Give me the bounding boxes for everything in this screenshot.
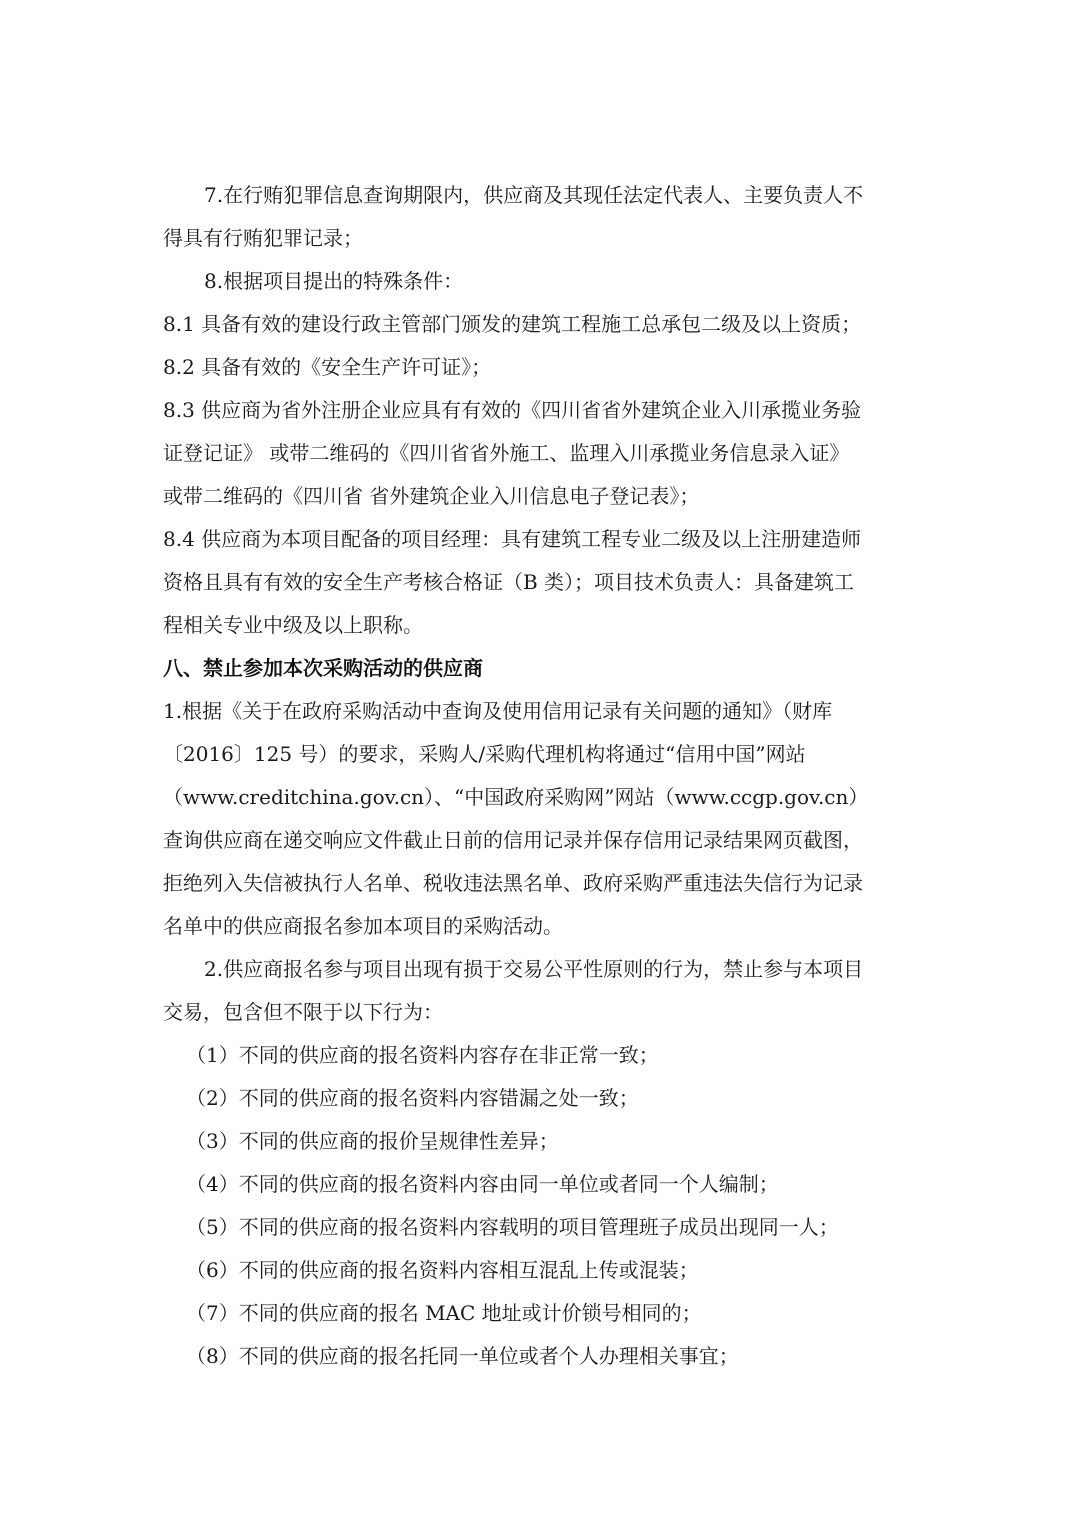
text-line: 名单中的供应商报名参加本项目的采购活动。 xyxy=(163,914,563,938)
text-line: 查询供应商在递交响应文件截止日前的信用记录并保存信用记录结果网页截图， xyxy=(163,828,863,852)
text-line: 交易，包含但不限于以下行为： xyxy=(163,1000,443,1024)
text-line: 得具有行贿犯罪记录； xyxy=(163,226,363,250)
list-item: （2）不同的供应商的报名资料内容错漏之处一致； xyxy=(186,1086,639,1110)
text-line: 1.根据《关于在政府采购活动中查询及使用信用记录有关问题的通知》（财库 xyxy=(163,699,833,723)
list-item: （5）不同的供应商的报名资料内容载明的项目管理班子成员出现同一人； xyxy=(186,1215,839,1239)
text-line: 程相关专业中级及以上职称。 xyxy=(163,613,423,637)
text-line: 8.1 具备有效的建设行政主管部门颁发的建筑工程施工总承包二级及以上资质； xyxy=(163,312,862,336)
text-line: 8.4 供应商为本项目配备的项目经理：具有建筑工程专业二级及以上注册建造师 xyxy=(163,527,862,551)
list-item: （8）不同的供应商的报名托同一单位或者个人办理相关事宜； xyxy=(186,1344,739,1368)
text-line: 拒绝列入失信被执行人名单、税收违法黑名单、政府采购严重违法失信行为记录 xyxy=(163,871,863,895)
text-line: 8.3 供应商为省外注册企业应具有有效的《四川省省外建筑企业入川承揽业务验 xyxy=(163,398,862,422)
list-item: （4）不同的供应商的报名资料内容由同一单位或者同一个人编制； xyxy=(186,1172,779,1196)
text-line: 或带二维码的《四川省 省外建筑企业入川信息电子登记表》； xyxy=(163,484,700,508)
text-line: 8.根据项目提出的特殊条件： xyxy=(204,269,464,293)
list-item: （3）不同的供应商的报价呈规律性差异； xyxy=(186,1129,559,1153)
list-item: （1）不同的供应商的报名资料内容存在非正常一致； xyxy=(186,1043,659,1067)
text-line: 7.在行贿犯罪信息查询期限内，供应商及其现任法定代表人、主要负责人不 xyxy=(204,183,864,207)
text-line: 证登记证》 或带二维码的《四川省省外施工、监理入川承揽业务信息录入证》 xyxy=(163,441,850,465)
list-item: （6）不同的供应商的报名资料内容相互混乱上传或混装； xyxy=(186,1258,699,1282)
text-line: 资格且具有有效的安全生产考核合格证（B 类）；项目技术负责人：具备建筑工 xyxy=(163,570,855,594)
text-line: 2.供应商报名参与项目出现有损于交易公平性原则的行为，禁止参与本项目 xyxy=(204,957,864,981)
text-line: （www.creditchina.gov.cn）、“中国政府采购网”网站（www.ccgp.gov.cn） xyxy=(163,785,869,809)
section-heading: 八、禁止参加本次采购活动的供应商 xyxy=(163,656,483,680)
text-line: 8.2 具备有效的《安全生产许可证》； xyxy=(163,355,492,379)
text-line: 〔2016〕125 号）的要求，采购人/采购代理机构将通过“信用中国”网站 xyxy=(163,742,806,766)
list-item: （7）不同的供应商的报名 MAC 地址或计价锁号相同的； xyxy=(186,1301,702,1325)
